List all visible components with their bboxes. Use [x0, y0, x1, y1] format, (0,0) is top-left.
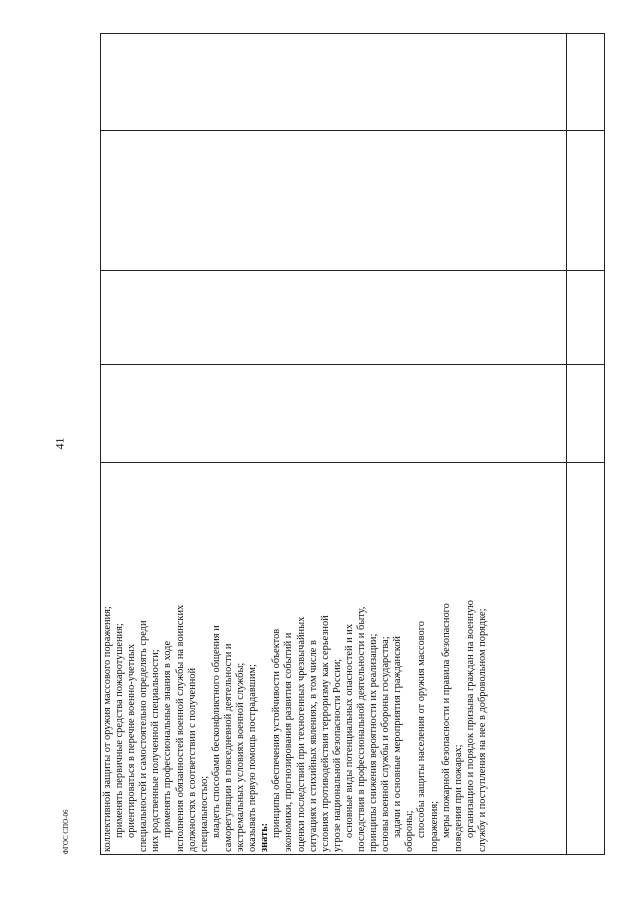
text-line: условиях противодействия терроризму как серьезной — [319, 615, 331, 852]
text-line: знать: — [259, 822, 271, 852]
column-divider — [101, 270, 604, 271]
text-line: исполнения обязанностей военной службы на воинских — [174, 604, 186, 852]
text-line: должностях в соответствии с полученной — [186, 667, 198, 852]
text-line: службу и поступления на нее в добровольном порядке; — [476, 608, 488, 852]
column-divider — [101, 130, 604, 131]
text-line: принципы снижения вероятности их реализации; — [368, 633, 380, 852]
text-line: специальностью; — [198, 775, 210, 852]
text-line: основные виды потенциальных опасностей и их — [343, 623, 355, 838]
text-line: экстремальных условиях военной службы; — [235, 662, 247, 852]
text-line: ситуациях и стихийных явлениях, в том числе в — [307, 640, 319, 852]
text-line: них родственные полученной специальности; — [150, 649, 162, 852]
competency-text — [100, 462, 565, 855]
competency-cell — [100, 462, 565, 855]
text-line: последствия в профессиональной деятельности и быту, — [355, 606, 367, 852]
row-divider — [566, 34, 567, 854]
text-line: применять первичные средства пожаротушения; — [114, 623, 126, 838]
text-line: оказывать первую помощь пострадавшим; — [247, 664, 259, 852]
text-line: задачи и основные мероприятия гражданской — [392, 636, 404, 838]
text-line: специальностей и самостоятельно определять среди — [138, 620, 150, 852]
text-line: экономики, прогнозирования развития событий и — [283, 632, 295, 852]
text-line: угрозе национальной безопасности России; — [331, 658, 343, 852]
text-line: ориентироваться в перечне военно-учетных — [126, 643, 138, 838]
footer-label: ФГОС СПО-06 — [62, 809, 70, 855]
text-line: применять профессиональные знания в ходе — [162, 640, 174, 838]
text-line: саморегуляции в повседневной деятельности и — [222, 643, 234, 852]
text-line: поражения; — [428, 800, 440, 852]
text-line: меры пожарной безопасности и правила безопасного — [440, 603, 452, 838]
column-divider — [101, 364, 604, 365]
text-line: обороны; — [404, 810, 416, 852]
text-line: коллективной защиты от оружия массового поражения; — [102, 606, 113, 852]
text-line: организацию и порядок призыва граждан на военную — [464, 600, 476, 838]
text-line: принципы обеспечения устойчивости объектов — [271, 628, 283, 838]
text-line: основы военной службы и обороны государства; — [380, 636, 392, 852]
text-line: поведения при пожарах; — [452, 744, 464, 852]
text-line: способы защиты населения от оружия массового — [416, 621, 428, 838]
text-line: оценки последствий при техногенных чрезвычайных — [295, 616, 307, 852]
page-number: 41 — [52, 437, 67, 450]
text-line: владеть способами бесконфликтного общения и — [210, 625, 222, 838]
